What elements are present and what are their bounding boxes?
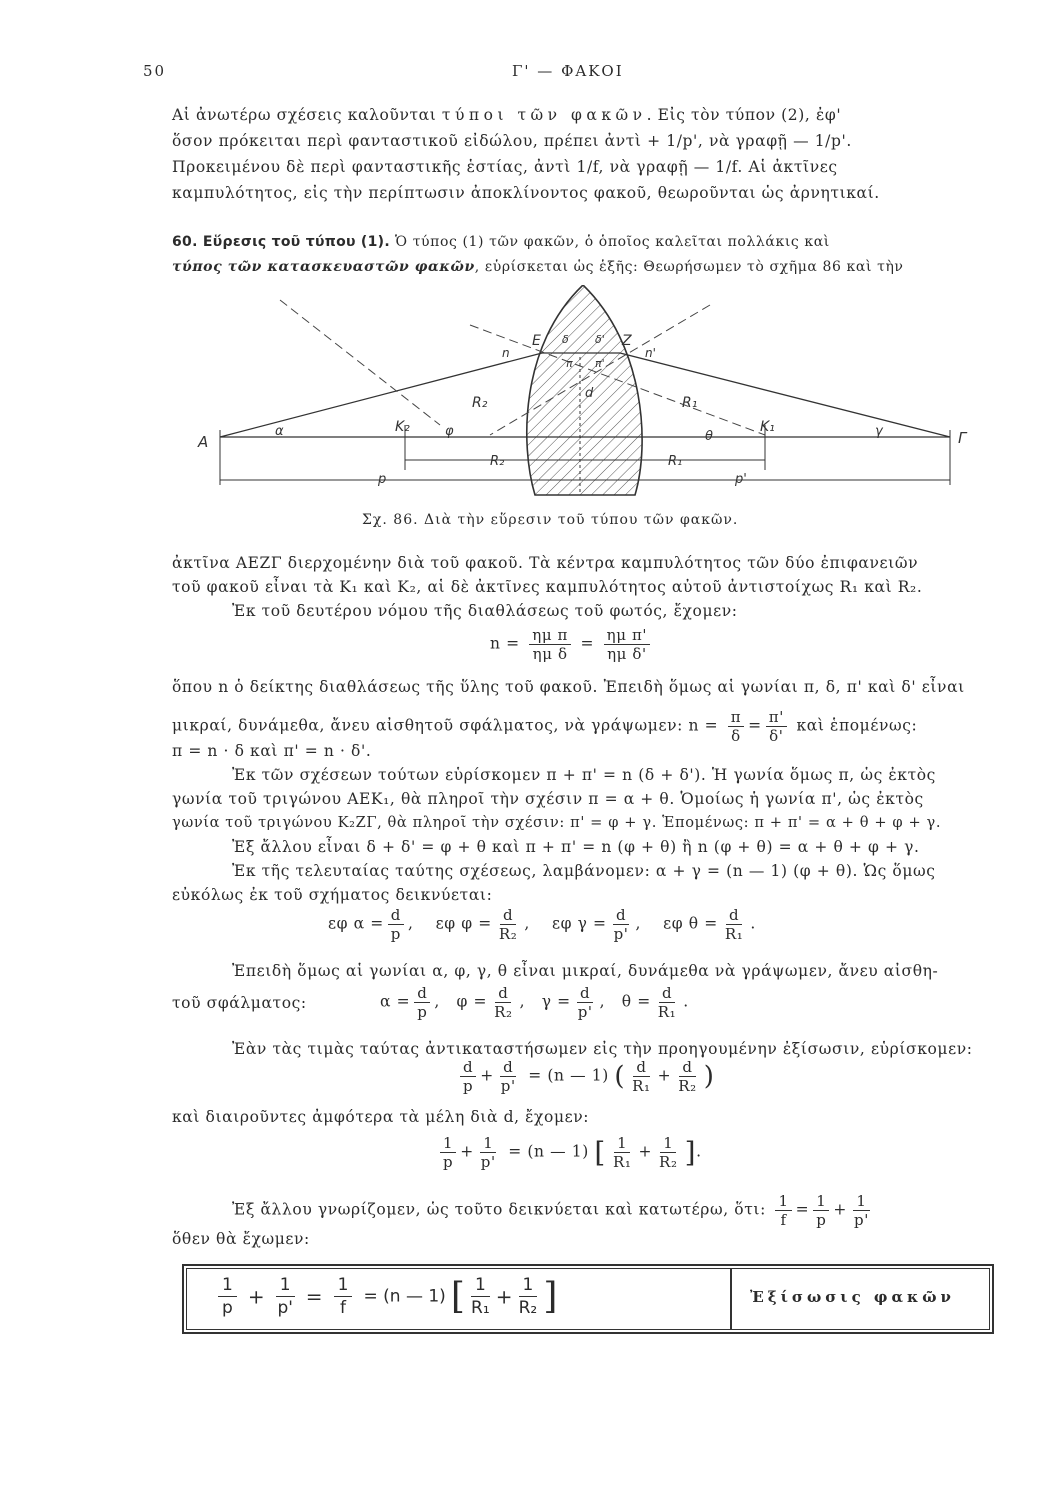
denominator: p [443,1153,454,1171]
numerator: 1 [853,1192,869,1211]
denominator: p' [613,925,629,943]
fraction [611,906,632,943]
body-line: τοῦ σφάλματος: [172,994,307,1012]
label-phi: φ [445,424,454,439]
tangent-equations: εφ α = $\frac{d}{p}$ , εφ φ = $\frac{d}{\text{R₂}}$ , εφ γ = $\frac{d}{p'}$ , εφ θ = $\frac{d}{\text{R₁}}$ . [328,906,756,943]
numerator: d [613,906,629,925]
denominator: p [463,1077,474,1095]
numerator: ημ π' [604,626,651,645]
fraction [629,1058,654,1095]
eq-text: = (n — 1) [528,1066,609,1085]
eq-text: εφ φ = [435,914,492,933]
denominator: R₁ [657,1003,677,1021]
label-alpha: α [275,424,284,439]
boxed-formula: $\frac{1}{p}$ + $\frac{1}{p'}$ = $\frac{1}{f}$ = (n — 1) [ $\frac{1}{\text{R₁}}$ + $\frac{1}{\text{R₂}}$ ] [212,1274,557,1319]
label-p: p [378,472,387,487]
lens-figure [190,285,980,500]
emphasis: τύπος τῶν κατασκευαστῶν φακῶν [172,259,475,275]
label-gamma: γ [875,424,883,439]
denominator: p' [577,1003,593,1021]
label-delta-prime: δ' [595,333,605,346]
body-line: τοῦ φακοῦ εἶναι τὰ K₁ καὶ K₂, αἱ δὲ ἀκτῖνες καμπυλότητος αὐτοῦ ἀντιστοίχως R₁ καὶ R₂. [172,578,923,596]
numerator: 1 [334,1274,353,1297]
numerator: d [679,1058,695,1077]
label-k2: K₂ [395,419,410,435]
numerator: d [577,984,593,1003]
denominator: R₁ [724,925,744,943]
label-r1: R₁ [682,395,698,411]
numerator: π' [766,708,787,727]
chapter-title: Γ' — ΦΑΚΟΙ [512,62,624,80]
fraction [414,984,430,1021]
intro-line-3: Προκειμένου δὲ περὶ φανταστικῆς ἑστίας, ἀντὶ 1/f, νὰ γραφῇ — 1/f. Αἱ ἀκτῖνες [172,158,838,176]
denominator: R₂ [678,1077,697,1095]
denominator: R₂ [518,1298,538,1318]
body-line: ἀκτῖνα ΑΕΖΓ διερχομένην διὰ τοῦ φακοῦ. Τὰ κέντρα καμπυλότητος τῶν δύο ἐπιφανειῶν [172,554,919,572]
eq-text: n = [688,716,719,735]
section-title: 60. Εὕρεσις τοῦ τύπου (1). [172,234,390,250]
denominator: R₂ [498,925,518,943]
label-pi: π [566,357,573,370]
denominator: R₂ [659,1153,678,1171]
label-r2-dim: R₂ [490,454,505,469]
label-r1-dim: R₁ [668,454,683,469]
numerator: 1 [480,1134,496,1153]
eq-text: φ = [456,992,488,1011]
numerator: 1 [519,1274,538,1297]
eq-text: α = [380,992,411,1011]
normal-left [280,300,440,425]
label-z: Z [622,333,632,349]
snell-equation: n = $\frac{\text{ημ π}}{\text{ημ δ}}$ = $\frac{\text{ημ π'}}{\text{ημ δ'}}$ [490,626,654,663]
eq-text: n = [490,634,520,653]
text: Ἐξ ἄλλου γνωρίζομεν, ὡς τοῦτο δεικνύεται καὶ κατωτέρω, ὅτι: [232,1200,766,1219]
body-line: Ἐκ τοῦ δευτέρου νόμου τῆς διαθλάσεως τοῦ φωτός, ἔχομεν: [232,602,738,620]
sum-equation: $\frac{d}{p}$ + $\frac{d}{p'}$ = (n — 1) ( $\frac{d}{\text{R₁}}$ + $\frac{d}{\text{R₂}}$ ) [456,1058,715,1095]
numerator: 1 [440,1134,456,1153]
page-number: 50 [143,62,167,80]
numerator: d [659,984,675,1003]
numerator: 1 [775,1192,791,1211]
label-theta: θ [705,429,713,444]
fraction [655,984,680,1021]
numerator: d [460,1058,476,1077]
body-line: εὐκόλως ἐκ τοῦ σχήματος δεικνύεται: [172,886,493,904]
numerator: 1 [660,1134,676,1153]
denominator: p [816,1211,827,1229]
label-p-prime: p' [735,472,747,487]
label-n-prime: n' [645,346,656,360]
intro-line-4: καμπυλότητος, εἰς τὴν περίπτωσιν ἀποκλίνοντος φακοῦ, θεωροῦνται ὡς ἀρνητικαί. [172,184,880,202]
body-line: π = n · δ καὶ π' = n · δ'. [172,742,372,760]
denominator: R₁ [632,1077,651,1095]
denominator: p' [854,1211,869,1229]
fraction [388,906,404,943]
fraction [656,1134,681,1171]
text: μικραί, δυνάμεθα, ἄνευ αἰσθητοῦ σφάλματος, νὰ γράψωμεν: [172,716,683,735]
numerator: d [500,1058,516,1077]
fraction [575,984,596,1021]
body-line: γωνία τοῦ τριγώνου K₂ΖΓ, θὰ πληροῖ τὴν σχέσιν: π' = φ + γ. Ἑπομένως: π + π' = α + θ + φ + γ. [172,814,942,831]
fraction [460,1058,476,1095]
fraction [276,1274,295,1319]
eq-text: εφ α = [328,914,384,933]
denominator: p' [480,1153,496,1171]
denominator: p' [500,1077,516,1095]
denominator: f [780,1211,787,1229]
fraction [218,1274,237,1319]
boxed-label: Ἐξίσωσις φακῶν [750,1288,955,1306]
eq-text: θ = [621,992,651,1011]
fraction [851,1192,872,1229]
fraction [675,1058,700,1095]
body-line: καὶ διαιροῦντες ἀμφότερα τὰ μέλη διὰ d, ἔχομεν: [172,1108,590,1126]
numerator: π [728,708,744,727]
fraction [334,1274,353,1319]
body-line-with-eq: μικραί, δυνάμεθα, ἄνευ αἰσθητοῦ σφάλματος, νὰ γράψωμεν: n = $\frac{\pi}{\delta}$ = $\frac{\pi'}{\delta'}$ καὶ ἑπομένως: [172,708,918,745]
intro-line-1 [172,104,990,126]
body-line: Ἐὰν τὰς τιμὰς ταύτας ἀντικαταστήσωμεν εἰς τὴν προηγουμένην ἐξίσωσιν, εὑρίσκομεν: [232,1040,973,1058]
label-e: E [532,333,541,349]
label-pi-prime: π' [595,357,605,370]
numerator: 1 [276,1274,295,1297]
fraction [775,1192,791,1229]
numerator: 1 [614,1134,630,1153]
label-d: d [585,386,594,401]
denominator: δ [731,727,741,745]
label-n: n [502,346,510,360]
body-line: Ἐκ τῶν σχέσεων τούτων εὑρίσκομεν π + π' = n (δ + δ'). Ἡ γωνία ὅμως π, ὡς ἐκτὸς [232,766,936,784]
numerator: d [495,984,511,1003]
section-line-1 [172,230,990,253]
fraction [519,1274,538,1319]
denominator: R₁ [471,1298,490,1318]
fraction [496,906,521,943]
numerator: d [388,906,404,925]
numerator: d [726,906,742,925]
eq-text: γ = [541,992,571,1011]
body-line-with-eq: Ἐξ ἄλλου γνωρίζομεν, ὡς τοῦτο δεικνύεται καὶ κατωτέρω, ὅτι: $\frac{1}{f}$ = $\frac{1}{p}$ + $\frac{1}{p'}$ [232,1192,990,1229]
fraction [491,984,516,1021]
numerator: d [414,984,430,1003]
denominator: p [390,925,401,943]
denominator: p [417,1003,428,1021]
text: Αἱ ἀνωτέρω σχέσεις καλοῦνται [172,106,442,124]
eq-text: = (n — 1) [363,1286,446,1307]
denominator: R₁ [612,1153,632,1171]
figure-caption: Σχ. 86. Διὰ τὴν εὕρεσιν τοῦ τύπου τῶν φακῶν. [362,512,739,528]
body-line: γωνία τοῦ τριγώνου ΑΕK₁, θὰ πληροῖ τὴν σχέσιν π = α + θ. Ὁμοίως ἡ γωνία π', ὡς ἐκτὸς [172,790,924,808]
numerator: d [500,906,516,925]
box-divider [730,1268,732,1330]
numerator: 1 [218,1274,237,1297]
fraction [440,1134,456,1171]
numerator: 1 [471,1274,490,1297]
label-a: A [198,433,209,451]
text: καὶ ἑπομένως: [796,716,918,735]
section-line-2 [172,256,990,278]
text: . Εἰς τὸν τύπον (2), ἐφ' [646,106,842,124]
fraction [498,1058,519,1095]
boxed-equation [182,1264,994,1334]
fraction [478,1134,499,1171]
eq-text: εφ γ = [551,914,607,933]
body-line: ὅθεν θὰ ἔχωμεν: [172,1230,310,1248]
body-line: Ἐξ ἄλλου εἶναι δ + δ' = φ + θ καὶ π + π' = n (φ + θ) ἢ n (φ + θ) = α + θ + φ + γ. [232,838,920,856]
fraction [604,626,651,663]
label-g: Γ [958,429,967,447]
denominator: f [339,1298,346,1318]
fraction [722,906,747,943]
denominator: ημ δ' [607,645,647,663]
angle-equations: α = $\frac{d}{p}$ , φ = $\frac{d}{\text{R₂}}$ , γ = $\frac{d}{p'}$ , θ = $\frac{d}{\text{R₁}}$ . [380,984,689,1021]
body-line: Ἐπειδὴ ὅμως αἱ γωνίαι α, φ, γ, θ εἶναι μικραί, δυνάμεθα νὰ γράψωμεν, ἄνευ αἰσθη- [232,962,939,980]
numerator: ημ π [529,626,571,645]
label-r2: R₂ [472,395,488,411]
text: , εὑρίσκεται ὡς ἑξῆς: Θεωρήσωμεν τὸ σχῆμα 86 καὶ τὴν [474,259,904,275]
body-line: Ἐκ τῆς τελευταίας ταύτης σχέσεως, λαμβάνομεν: α + γ = (n — 1) (φ + θ). Ὡς ὅμως [232,862,936,880]
denominator: R₂ [494,1003,513,1021]
numerator: d [633,1058,649,1077]
denominator: p [222,1298,233,1318]
text: Ὁ τύπος (1) τῶν φακῶν, ὁ ὁποῖος καλεῖται πολλάκις καὶ [389,234,830,250]
eq-text: = (n — 1) [508,1142,589,1161]
eq-text: εφ θ = [663,914,718,933]
emphasis: τύποι τῶν φακῶν [441,106,647,124]
numerator: 1 [813,1192,829,1211]
divided-equation: $\frac{1}{p}$ + $\frac{1}{p'}$ = (n — 1) [ $\frac{1}{\text{R₁}}$ + $\frac{1}{\text{R₂}}$ ]. [436,1134,702,1171]
fraction [471,1274,490,1319]
fraction [529,626,571,663]
denominator: p' [277,1298,293,1318]
label-delta: δ [562,333,569,346]
body-line: ὅπου n ὁ δείκτης διαθλάσεως τῆς ὕλης τοῦ φακοῦ. Ἐπειδὴ ὅμως αἱ γωνίαι π, δ, π' καὶ δ' εἶναι [172,678,965,696]
intro-line-2: ὅσον πρόκειται περὶ φανταστικοῦ εἰδώλου, πρέπει ἀντὶ + 1/p', νὰ γραφῇ — 1/p'. [172,132,852,150]
fraction [813,1192,829,1229]
denominator: δ' [769,727,784,745]
denominator: ημ δ [532,645,568,663]
fraction [610,1134,635,1171]
label-k1: K₁ [760,419,775,435]
